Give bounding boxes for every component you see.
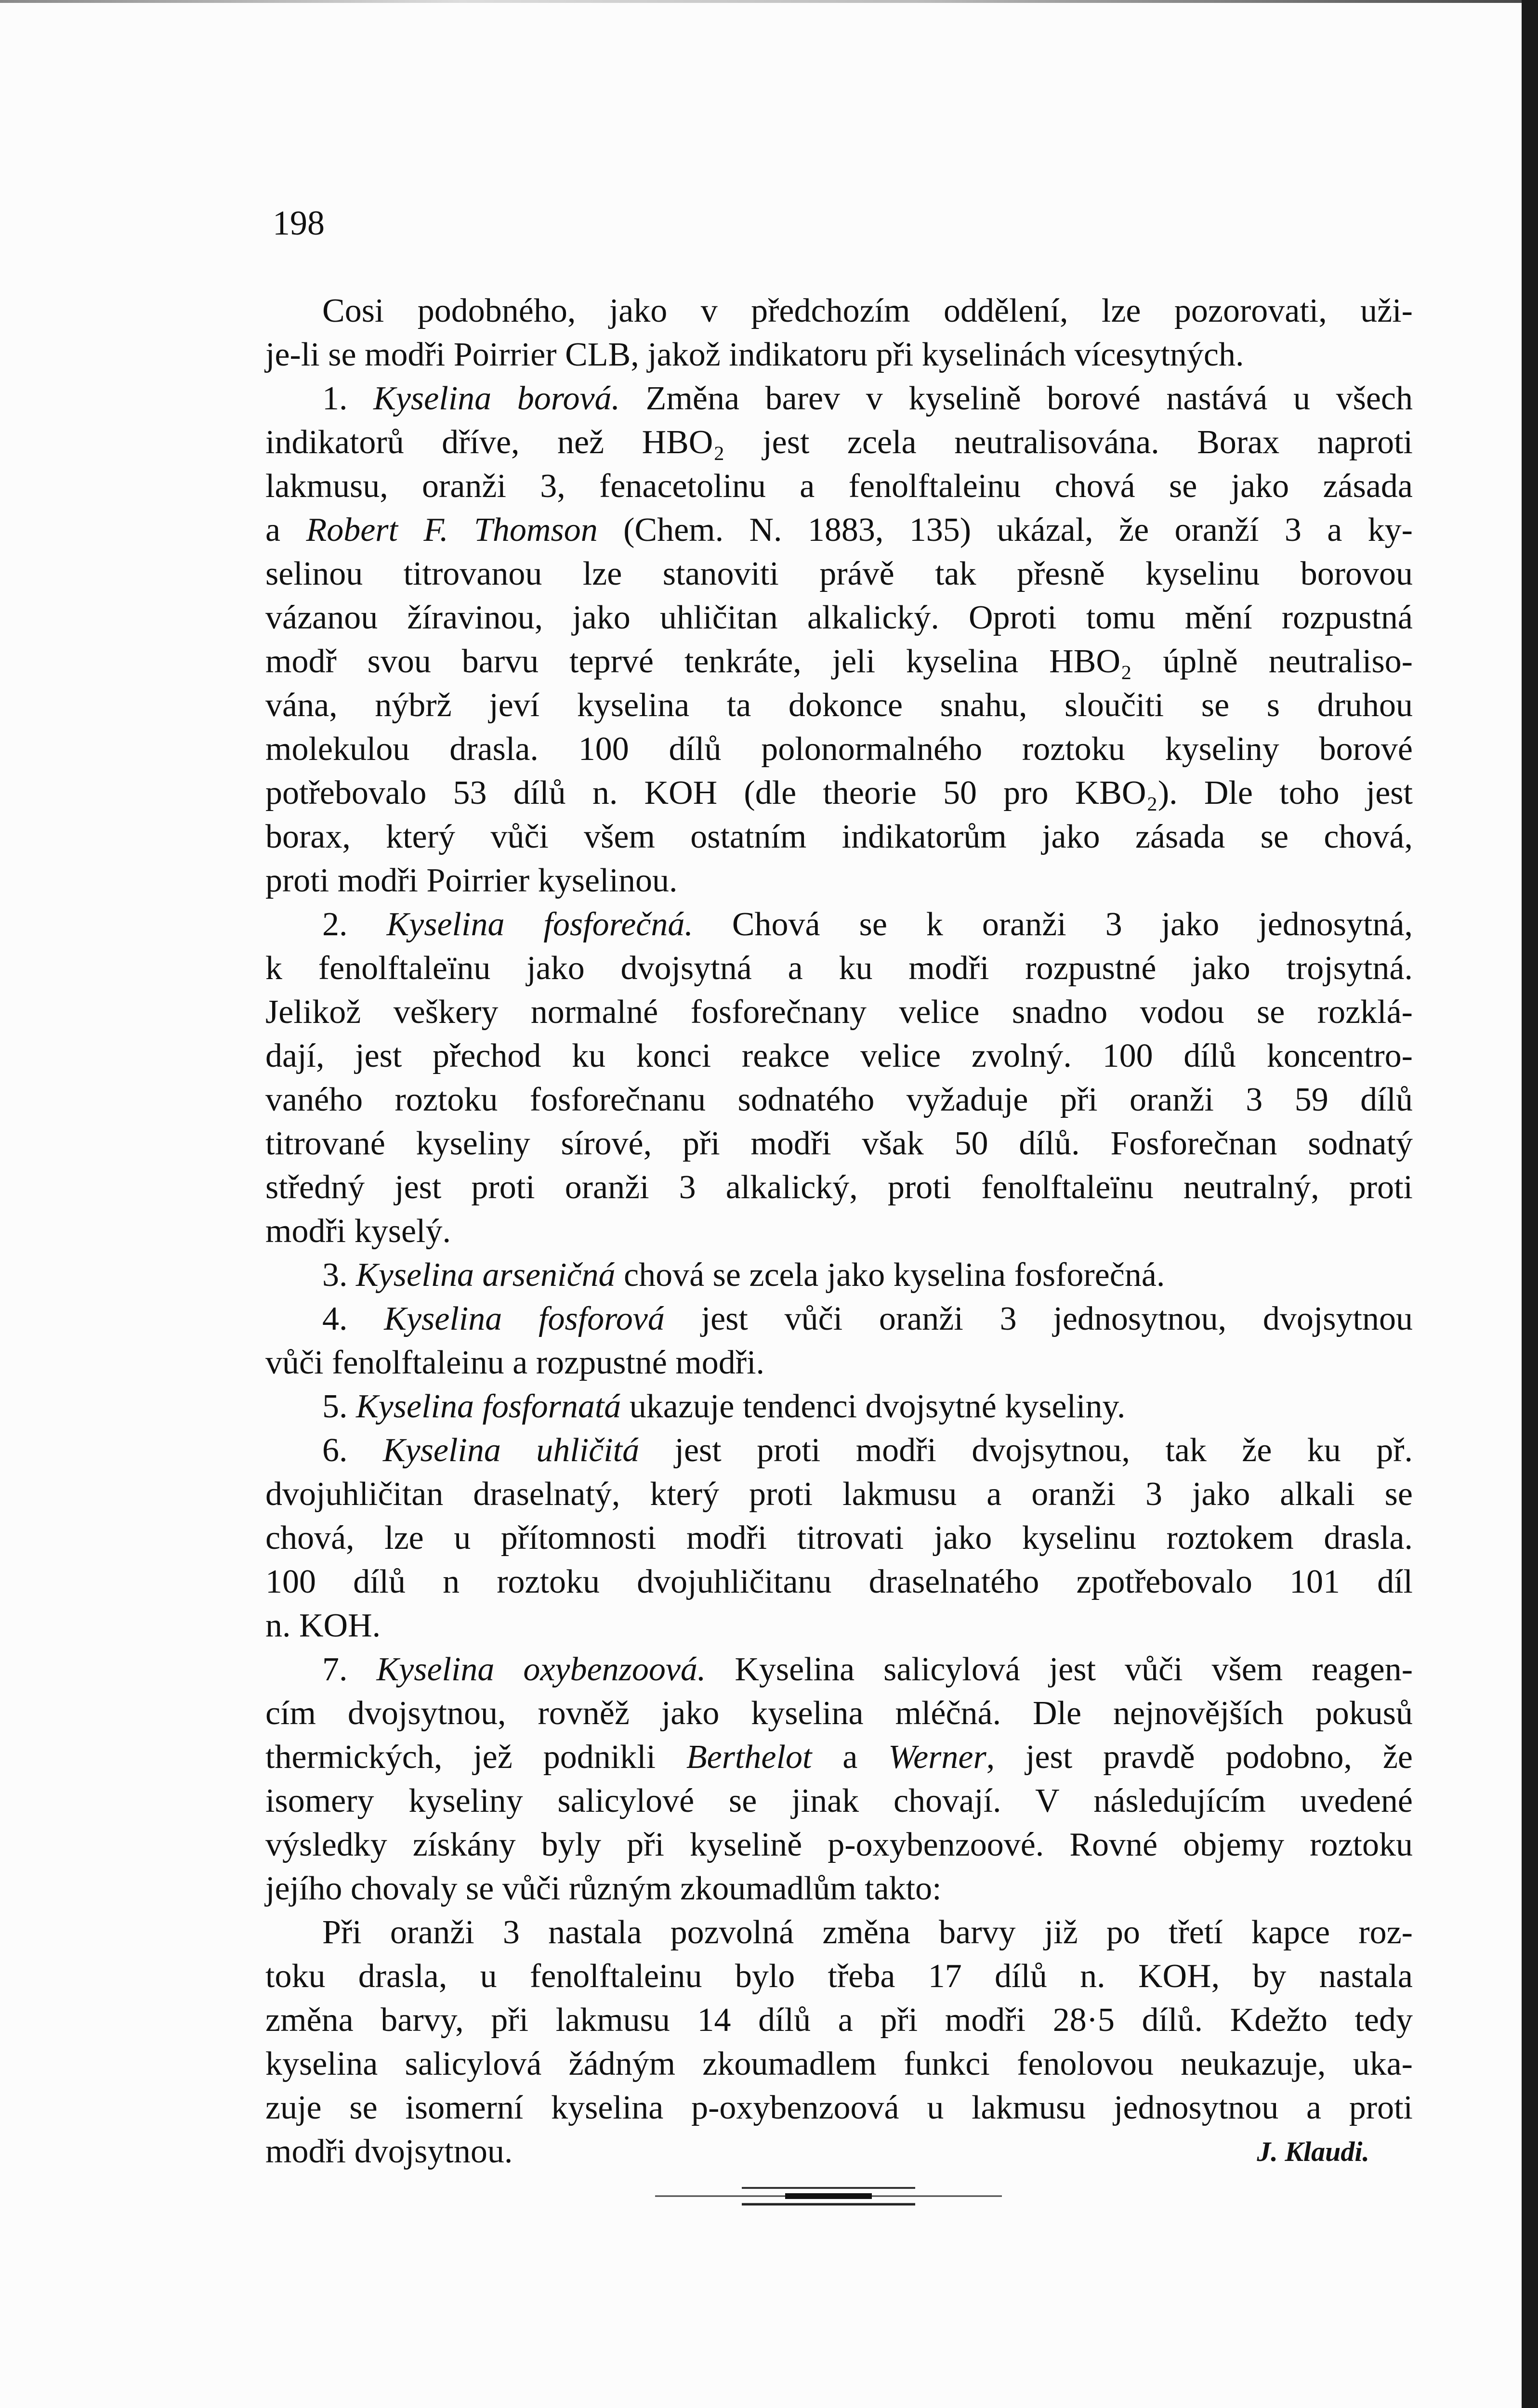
text-line xyxy=(265,1385,1413,1428)
text-run: je-li se modři Poirrier CLB, jakož indikatoru při kyselinách vícesytných. xyxy=(265,336,1244,373)
text-run: modři dvojsytnou. xyxy=(265,2133,513,2170)
text-run: (Chem. N. 1883, 135) ukázal, že oranží 3 a ky- xyxy=(597,511,1413,549)
text-run: modř svou barvu teprvé tenkráte, jeli kyselina HBO₂ úplně neutraliso- xyxy=(265,643,1413,680)
text-run: modři kyselý. xyxy=(265,1213,451,1250)
text-line xyxy=(265,1165,1413,1209)
text-run: 2. xyxy=(322,906,387,943)
text-run: chová, lze u přítomnosti modři titrovati jako kyselinu roztokem drasla. xyxy=(265,1519,1413,1557)
text-run: jest proti modři dvojsytnou, tak že ku př. xyxy=(639,1432,1413,1469)
text-line xyxy=(265,1735,1413,1779)
text-run: Jelikož veškery normalné fosforečnany velice snadno vodou se rozklá- xyxy=(265,994,1413,1031)
text-run: indikatorů dříve, než HBO₂ jest zcela neutralisována. Borax naproti xyxy=(265,424,1413,461)
italic-term: Kyselina fosforová xyxy=(384,1300,665,1337)
text-run: 1. xyxy=(322,380,374,417)
text-run: jest vůči oranži 3 jednosytnou, dvojsytnou xyxy=(664,1300,1413,1337)
text-line xyxy=(265,640,1413,683)
italic-term: Kyselina oxybenzoová. xyxy=(376,1651,706,1688)
text-run: potřebovalo 53 dílů n. KOH (dle theorie 50 pro KBO₂). Dle toho jest xyxy=(265,774,1413,811)
text-run: 4. xyxy=(322,1300,384,1337)
text-line xyxy=(265,1998,1413,2042)
text-line xyxy=(265,946,1413,990)
text-run: toku drasla, u fenolftaleinu bylo třeba 17 dílů n. KOH, by nastala xyxy=(265,1958,1413,1995)
italic-term: Kyselina fosforečná. xyxy=(386,906,693,943)
text-run: 7. xyxy=(322,1651,377,1688)
text-line xyxy=(265,1297,1413,1341)
text-line xyxy=(265,1034,1413,1078)
text-run: Kyselina salicylová jest vůči všem reagen- xyxy=(706,1651,1413,1688)
text-run: Při oranži 3 nastala pozvolná změna barvy již po třetí kapce roz- xyxy=(322,1914,1413,1951)
text-line xyxy=(265,1341,1413,1385)
text-run: a xyxy=(812,1739,889,1776)
text-run: 6. xyxy=(322,1432,383,1469)
text-line xyxy=(265,289,1413,333)
text-line xyxy=(265,1604,1413,1648)
text-run: thermických, jež podnikli xyxy=(265,1739,686,1776)
text-line xyxy=(265,596,1413,640)
scan-edge-right xyxy=(1522,0,1538,2408)
text-run: molekulou drasla. 100 dílů polonormalného roztoku kyseliny borové xyxy=(265,731,1413,768)
text-line xyxy=(265,2042,1413,2086)
text-run: změna barvy, při lakmusu 14 dílů a při modři 28·5 dílů. Kdežto tedy xyxy=(265,2002,1413,2039)
text-line xyxy=(265,727,1413,771)
text-run: středný jest proti oranži 3 alkalický, proti fenolftaleïnu neutralný, proti xyxy=(265,1169,1413,1206)
italic-term: Kyselina fosfornatá xyxy=(356,1388,621,1425)
text-run: Změna barev v kyselině borové nastává u všech xyxy=(620,380,1413,417)
italic-term: Kyselina arseničná xyxy=(356,1256,616,1294)
text-line xyxy=(265,815,1413,859)
closing-ornament-rule xyxy=(655,2184,1002,2208)
text-line xyxy=(265,2130,1413,2173)
body-text xyxy=(265,0,1413,2173)
text-line xyxy=(265,1560,1413,1604)
author-signature: J. Klaudi. xyxy=(1257,2136,1369,2167)
italic-term: Robert F. Thomson xyxy=(306,511,598,549)
text-line xyxy=(265,1516,1413,1560)
text-run: 5. xyxy=(322,1388,356,1425)
text-line xyxy=(265,1911,1413,1954)
text-run: jejího chovaly se vůči různým zkoumadlům takto: xyxy=(265,1870,942,1907)
text-run: lakmusu, oranži 3, fenacetolinu a fenolftaleinu chová se jako zásada xyxy=(265,468,1413,505)
text-line xyxy=(265,1122,1413,1165)
text-run: chová se zcela jako kyselina fosforečná. xyxy=(615,1256,1165,1294)
text-run: vána, nýbrž jeví kyselina ta dokonce snahu, sloučiti se s druhou xyxy=(265,687,1413,724)
text-run: , jest pravdě podobno, že xyxy=(986,1739,1413,1776)
text-run: dvojuhličitan draselnatý, který proti lakmusu a oranži 3 jako alkali se xyxy=(265,1476,1413,1513)
text-run: vaného roztoku fosforečnanu sodnatého vyžaduje při oranži 3 59 dílů xyxy=(265,1081,1413,1118)
text-line xyxy=(265,377,1413,420)
text-line xyxy=(265,1078,1413,1122)
text-run: dají, jest přechod ku konci reakce velice zvolný. 100 dílů koncentro- xyxy=(265,1037,1413,1074)
text-line xyxy=(265,1648,1413,1691)
text-run: k fenolftaleïnu jako dvojsytná a ku modři rozpustné jako trojsytná. xyxy=(265,950,1413,987)
text-run: borax, který vůči všem ostatním indikatorům jako zásada se chová, xyxy=(265,818,1413,855)
text-line xyxy=(265,859,1413,903)
text-line xyxy=(265,1867,1413,1911)
italic-term: Kyselina borová. xyxy=(373,380,620,417)
text-run: vůči fenolftaleinu a rozpustné modři. xyxy=(265,1344,765,1381)
text-run: titrované kyseliny sírové, při modři však 50 dílů. Fosforečnan sodnatý xyxy=(265,1125,1413,1162)
italic-term: Kyselina uhličitá xyxy=(382,1432,640,1469)
text-run: ukazuje tendenci dvojsytné kyseliny. xyxy=(621,1388,1126,1425)
italic-term: Berthelot xyxy=(686,1739,812,1776)
text-run: výsledky získány byly při kyselině p-oxybenzoové. Rovné objemy roztoku xyxy=(265,1826,1413,1863)
text-line xyxy=(265,683,1413,727)
text-line xyxy=(265,1823,1413,1867)
text-run: 100 dílů n roztoku dvojuhličitanu draselnatého zpotřebovalo 101 díl xyxy=(265,1563,1413,1600)
text-line xyxy=(265,1253,1413,1297)
text-run: selinou titrovanou lze stanoviti právě tak přesně kyselinu borovou xyxy=(265,555,1413,592)
text-line xyxy=(265,903,1413,946)
text-run: vázanou žíravinou, jako uhličitan alkalický. Oproti tomu mění rozpustná xyxy=(265,599,1413,636)
text-line xyxy=(265,333,1413,377)
text-line xyxy=(265,1209,1413,1253)
text-line xyxy=(265,1428,1413,1472)
text-line xyxy=(265,771,1413,815)
page-number: 198 xyxy=(273,204,325,242)
text-line xyxy=(265,552,1413,596)
text-run: isomery kyseliny salicylové se jinak chovají. V následujícím uvedené xyxy=(265,1782,1413,1819)
text-line xyxy=(265,1472,1413,1516)
text-line xyxy=(265,1954,1413,1998)
text-run: 3. xyxy=(322,1256,356,1294)
text-line xyxy=(265,1779,1413,1823)
text-line xyxy=(265,2086,1413,2130)
italic-term: Werner xyxy=(888,1739,986,1776)
text-run: n. KOH. xyxy=(265,1607,381,1644)
text-line xyxy=(265,1691,1413,1735)
text-run: proti modři Poirrier kyselinou. xyxy=(265,862,678,899)
text-run: Cosi podobného, jako v předchozím oddělení, lze pozorovati, uži- xyxy=(322,292,1413,329)
text-line xyxy=(265,420,1413,464)
text-line xyxy=(265,990,1413,1034)
text-run: a xyxy=(265,511,306,549)
text-run: Chová se k oranži 3 jako jednosytná, xyxy=(693,906,1413,943)
text-line xyxy=(265,464,1413,508)
text-run: zuje se isomerní kyselina p-oxybenzoová u lakmusu jednosytnou a proti xyxy=(265,2089,1413,2126)
text-line xyxy=(265,508,1413,552)
text-run: cím dvojsytnou, rovněž jako kyselina mléčná. Dle nejnovějších pokusů xyxy=(265,1695,1413,1732)
text-run: kyselina salicylová žádným zkoumadlem funkci fenolovou neukazuje, uka- xyxy=(265,2045,1413,2082)
